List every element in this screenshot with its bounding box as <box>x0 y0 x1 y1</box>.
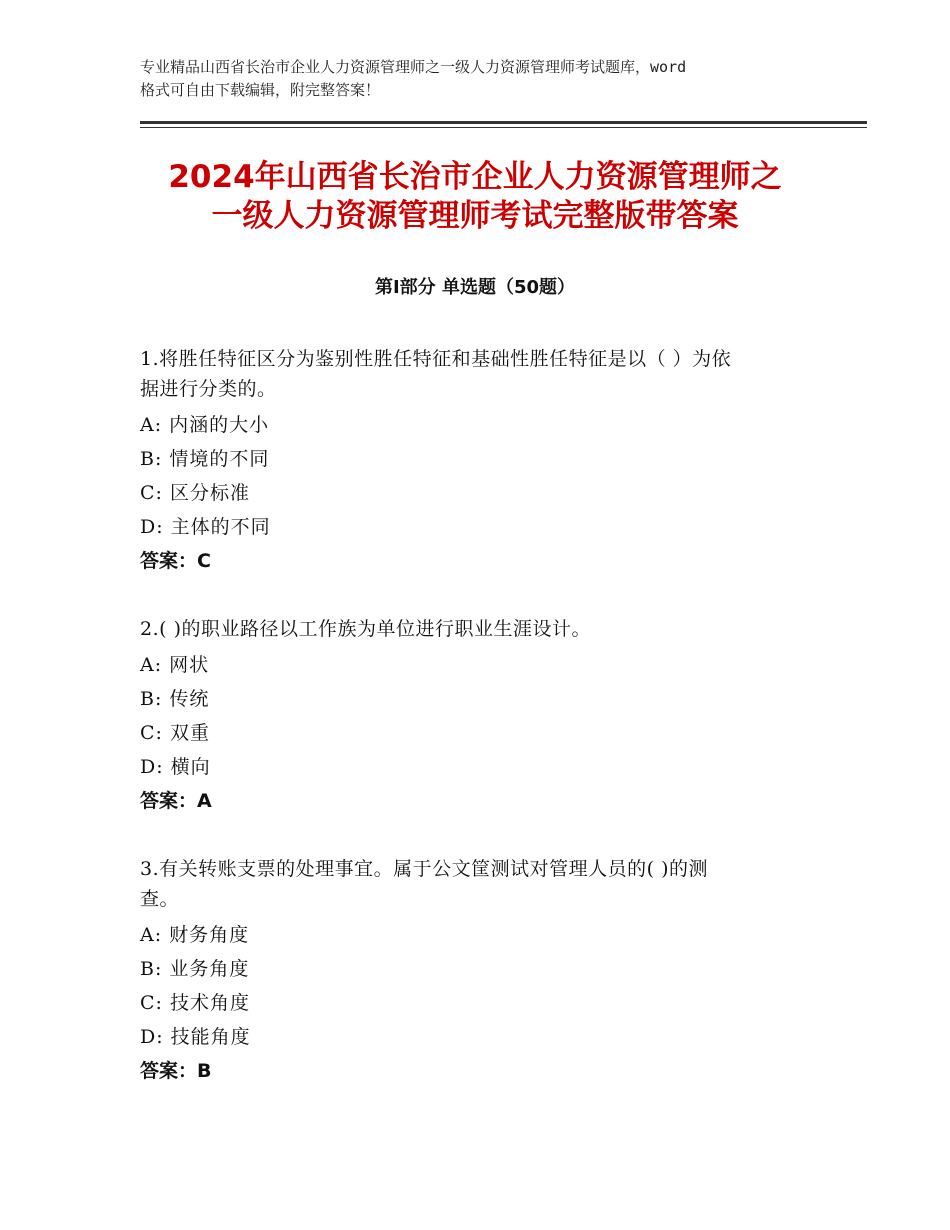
option-b: B: 情境的不同 <box>140 448 270 470</box>
question-stem <box>140 614 810 644</box>
option-b: B: 业务角度 <box>140 958 250 980</box>
document-title-line1: 2024年山西省长治市企业人力资源管理师之 <box>168 159 782 195</box>
question-stem-line2: 查。 <box>140 888 180 910</box>
header-rule-thin <box>140 127 867 128</box>
option-d: D: 主体的不同 <box>140 516 271 538</box>
question-3 <box>140 854 810 1088</box>
question-1 <box>140 344 810 578</box>
header-note-line2: 格式可自由下载编辑，附完整答案！ <box>140 81 381 99</box>
answer: 答案：B <box>140 1060 212 1082</box>
option-d: D: 横向 <box>140 756 211 778</box>
option-a: A: 内涵的大小 <box>140 414 270 436</box>
header-rule-thick <box>140 121 867 124</box>
option-a: A: 网状 <box>140 654 210 676</box>
question-stem-line1: 1.将胜任特征区分为鉴别性胜任特征和基础性胜任特征是以（ ）为依 <box>140 348 732 370</box>
document-title-line2: 一级人力资源管理师考试完整版带答案 <box>211 198 739 234</box>
header-note <box>140 56 840 102</box>
option-a: A: 财务角度 <box>140 924 250 946</box>
option-d: D: 技能角度 <box>140 1026 251 1048</box>
option-c: C: 区分标准 <box>140 482 250 504</box>
document-title <box>100 158 850 236</box>
question-stem-line1: 2.( )的职业路径以工作族为单位进行职业生涯设计。 <box>140 618 591 640</box>
question-stem <box>140 854 810 914</box>
answer: 答案：A <box>140 790 212 812</box>
answer: 答案：C <box>140 550 211 572</box>
question-2 <box>140 614 810 818</box>
question-list <box>140 344 810 1124</box>
section-heading: 第Ⅰ部分 单选题（50题） <box>374 277 575 298</box>
option-c: C: 双重 <box>140 722 210 744</box>
header-note-line1: 专业精品山西省长治市企业人力资源管理师之一级人力资源管理师考试题库，word <box>140 58 687 76</box>
option-b: B: 传统 <box>140 688 210 710</box>
question-stem <box>140 344 810 404</box>
option-c: C: 技术角度 <box>140 992 250 1014</box>
question-stem-line1: 3.有关转账支票的处理事宜。属于公文筐测试对管理人员的( )的测 <box>140 858 708 880</box>
question-stem-line2: 据进行分类的。 <box>140 378 277 400</box>
